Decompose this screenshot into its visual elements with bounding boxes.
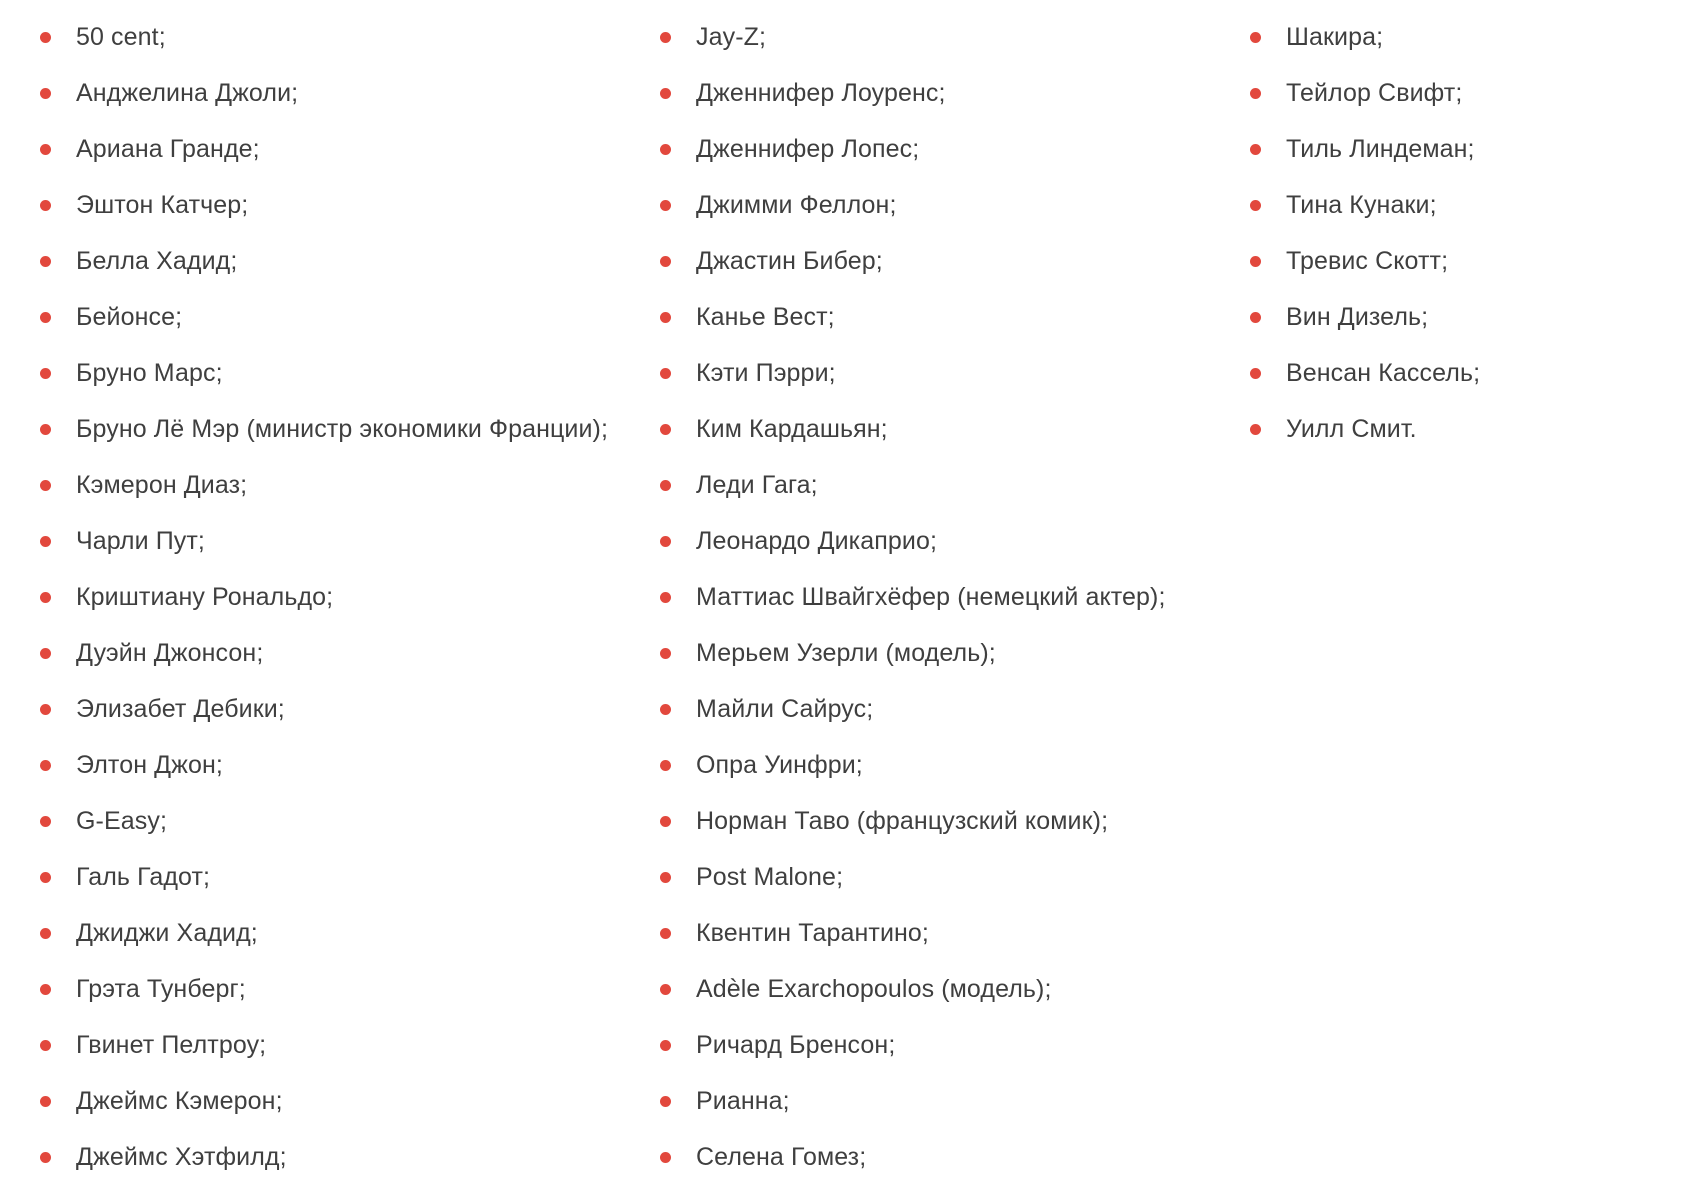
list-item	[660, 737, 1250, 793]
list-item	[40, 233, 660, 289]
list-item-text: Тейлор Свифт;	[1286, 78, 1463, 107]
list-item-text: Канье Вест;	[696, 302, 835, 331]
bullet-icon	[40, 424, 51, 435]
bullet-icon	[40, 312, 51, 323]
list-item	[1250, 177, 1700, 233]
bullet-icon	[40, 704, 51, 715]
list-item	[660, 289, 1250, 345]
list-item-text: Ариана Гранде;	[76, 134, 260, 163]
list-item	[660, 457, 1250, 513]
list-item	[1250, 401, 1700, 457]
list-item	[660, 905, 1250, 961]
bullet-icon	[660, 1096, 671, 1107]
list-item	[660, 121, 1250, 177]
bullet-icon	[40, 984, 51, 995]
bullet-icon	[660, 536, 671, 547]
list-item-text: Леди Гага;	[696, 470, 818, 499]
list-item-text: Белла Хадид;	[76, 246, 238, 275]
bullet-icon	[660, 200, 671, 211]
list-item-text: Бруно Марс;	[76, 358, 223, 387]
bullet-icon	[660, 648, 671, 659]
list-item-text: Джастин Бибер;	[696, 246, 883, 275]
list-item	[660, 849, 1250, 905]
bullet-icon	[1250, 32, 1261, 43]
list-item-text: Дженнифер Лопес;	[696, 134, 920, 163]
list-item	[40, 457, 660, 513]
bullet-icon	[1250, 200, 1261, 211]
list-item	[660, 9, 1250, 65]
list-item-text: Кэмерон Диаз;	[76, 470, 248, 499]
bullet-icon	[40, 256, 51, 267]
bullet-icon	[1250, 368, 1261, 379]
list-item	[660, 961, 1250, 1017]
list-item	[660, 345, 1250, 401]
list-item-text: Уилл Смит.	[1286, 414, 1417, 443]
list-item-text: Гвинет Пелтроу;	[76, 1030, 267, 1059]
bullet-icon	[40, 536, 51, 547]
list-item	[660, 513, 1250, 569]
bullet-icon	[660, 480, 671, 491]
list-item-text: Бейонсе;	[76, 302, 183, 331]
list-item	[1250, 345, 1700, 401]
list-item	[660, 1017, 1250, 1073]
list-item	[1250, 121, 1700, 177]
list-item-text: Рианна;	[696, 1086, 790, 1115]
list-item-text: Мерьем Узерли (модель);	[696, 638, 996, 667]
list-column-1	[40, 9, 660, 1185]
list-item	[40, 1017, 660, 1073]
list-column-3	[1250, 9, 1700, 1185]
bullet-icon	[660, 816, 671, 827]
bullet-icon	[40, 592, 51, 603]
bullet-icon	[40, 648, 51, 659]
list-item-text: Леонардо Дикаприо;	[696, 526, 938, 555]
list-item	[660, 793, 1250, 849]
list-item-text: Ким Кардашьян;	[696, 414, 888, 443]
bullet-icon	[1250, 88, 1261, 99]
bullet-icon	[660, 984, 671, 995]
list-item	[40, 9, 660, 65]
list-column-2	[660, 9, 1250, 1185]
bullet-icon	[660, 1152, 671, 1163]
bullet-icon	[40, 144, 51, 155]
list-item	[40, 737, 660, 793]
list-item	[40, 513, 660, 569]
list-item	[660, 625, 1250, 681]
list-item	[660, 1073, 1250, 1129]
list-item	[40, 121, 660, 177]
list-item-text: Криштиану Рональдо;	[76, 582, 334, 611]
list-item-text: Майли Сайрус;	[696, 694, 874, 723]
bullet-icon	[40, 1096, 51, 1107]
list-item	[660, 1129, 1250, 1185]
list-item-text: Джеймс Кэмерон;	[76, 1086, 283, 1115]
list-item-text: Дженнифер Лоуренс;	[696, 78, 946, 107]
bullet-icon	[660, 704, 671, 715]
list-item-text: Маттиас Швайгхёфер (немецкий актер);	[696, 582, 1166, 611]
bullet-icon	[660, 760, 671, 771]
bullet-icon	[40, 200, 51, 211]
bullet-icon	[40, 32, 51, 43]
bullet-icon	[660, 592, 671, 603]
list-item	[40, 793, 660, 849]
list-item-text: Элтон Джон;	[76, 750, 223, 779]
list-item	[1250, 289, 1700, 345]
bullet-icon	[40, 1152, 51, 1163]
bullet-icon	[40, 368, 51, 379]
list-item-text: Вин Дизель;	[1286, 302, 1429, 331]
bullet-icon	[660, 256, 671, 267]
list-item	[40, 961, 660, 1017]
list-item	[40, 401, 660, 457]
bullet-icon	[660, 312, 671, 323]
bullet-icon	[660, 32, 671, 43]
list-item-text: Кэти Пэрри;	[696, 358, 836, 387]
list-item-text: Эштон Катчер;	[76, 190, 249, 219]
list-item-text: Post Malone;	[696, 862, 844, 891]
list-item-text: Опра Уинфри;	[696, 750, 863, 779]
bullet-icon	[40, 88, 51, 99]
list-item-text: Бруно Лё Мэр (министр экономики Франции);	[76, 414, 609, 443]
list-item-text: Тревис Скотт;	[1286, 246, 1449, 275]
list-item	[40, 345, 660, 401]
list-item	[40, 569, 660, 625]
list-item-text: Грэта Тунберг;	[76, 974, 246, 1003]
list-item-text: Джеймс Хэтфилд;	[76, 1142, 287, 1171]
list-item-text: Норман Таво (французский комик);	[696, 806, 1109, 835]
list-item	[660, 569, 1250, 625]
list-item-text: Галь Гадот;	[76, 862, 211, 891]
list-item-text: Элизабет Дебики;	[76, 694, 285, 723]
list-item	[40, 177, 660, 233]
bullet-icon	[660, 1040, 671, 1051]
list-item-text: Ричард Бренсон;	[696, 1030, 896, 1059]
list-item-text: 50 cent;	[76, 22, 166, 51]
list-item-text: Adèle Exarchopoulos (модель);	[696, 974, 1052, 1003]
list-item	[660, 177, 1250, 233]
list-item	[40, 905, 660, 961]
bullet-icon	[660, 928, 671, 939]
list-item	[40, 289, 660, 345]
list-item	[1250, 65, 1700, 121]
bullet-icon	[40, 928, 51, 939]
list-item	[660, 65, 1250, 121]
bullet-icon	[660, 424, 671, 435]
list-item	[40, 681, 660, 737]
list-item-text: Джимми Феллон;	[696, 190, 897, 219]
bullet-icon	[1250, 256, 1261, 267]
list-item	[1250, 233, 1700, 289]
list-item	[660, 681, 1250, 737]
bullet-icon	[1250, 312, 1261, 323]
list-item	[40, 65, 660, 121]
bullet-icon	[40, 816, 51, 827]
list-item-text: Дуэйн Джонсон;	[76, 638, 264, 667]
list-item	[40, 1129, 660, 1185]
list-item-text: Тиль Линдеман;	[1286, 134, 1475, 163]
bullet-icon	[40, 1040, 51, 1051]
bullet-icon	[660, 872, 671, 883]
list-item-text: Селена Гомез;	[696, 1142, 867, 1171]
bullet-icon	[660, 368, 671, 379]
list-item	[660, 401, 1250, 457]
list-item-text: Анджелина Джоли;	[76, 78, 299, 107]
bullet-icon	[660, 144, 671, 155]
list-item-text: Чарли Пут;	[76, 526, 205, 555]
list-item-text: G-Easy;	[76, 806, 167, 835]
bullet-icon	[40, 872, 51, 883]
bullet-icon	[1250, 144, 1261, 155]
list-item-text: Венсан Кассель;	[1286, 358, 1481, 387]
list-item-text: Квентин Тарантино;	[696, 918, 929, 947]
list-item-text: Jay-Z;	[696, 22, 767, 51]
bullet-icon	[1250, 424, 1261, 435]
list-item	[660, 233, 1250, 289]
list-item	[1250, 9, 1700, 65]
list-item	[40, 1073, 660, 1129]
list-item-text: Шакира;	[1286, 22, 1384, 51]
bullet-icon	[40, 480, 51, 491]
list-item-text: Джиджи Хадид;	[76, 918, 258, 947]
bullet-icon	[660, 88, 671, 99]
list-item	[40, 625, 660, 681]
list-item	[40, 849, 660, 905]
bullet-icon	[40, 760, 51, 771]
list-item-text: Тина Кунаки;	[1286, 190, 1437, 219]
